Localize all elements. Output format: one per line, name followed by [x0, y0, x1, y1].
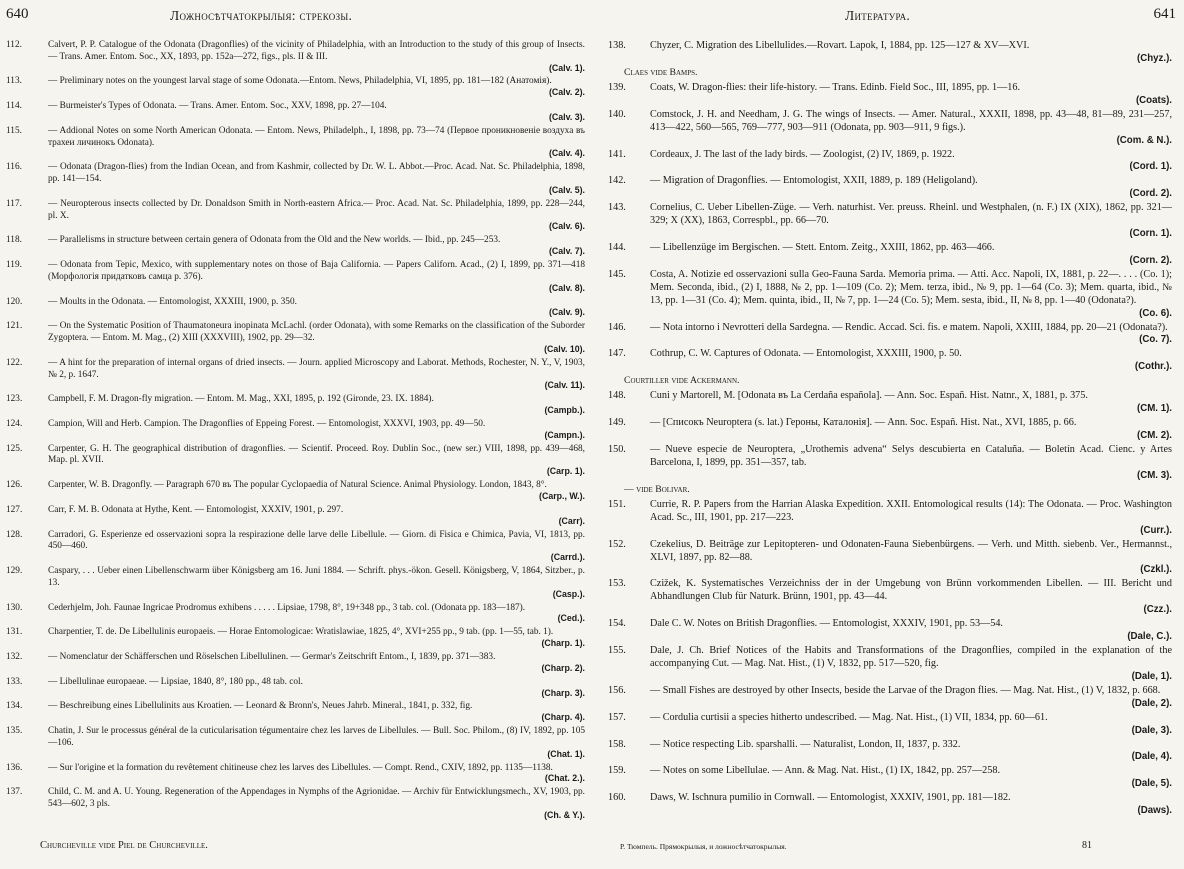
entry-number: 122. — [6, 357, 23, 368]
entry-abbreviation: (Coats). — [1135, 94, 1172, 106]
entry-number: 113. — [6, 76, 22, 87]
bibliography-entry — [6, 297, 587, 319]
entry-number: 151. — [608, 498, 626, 510]
entry-number: 124. — [6, 418, 23, 429]
bibliography-entry — [6, 419, 587, 441]
bibliography-entry — [6, 677, 587, 699]
entry-text: — Preliminary notes on the youngest larval stage of some Odonata.—Entom. News, Philadelphia, VI, 1895, pp. 181—182 (Анатомія). — [48, 76, 552, 87]
cross-reference-note: Claes vide Bamps. — [624, 66, 698, 78]
bibliography-list-right — [608, 40, 1174, 819]
entry-text: Dale C. W. Notes on British Dragonflies. — Entomologist, XXXIV, 1901, pp. 53—54. — [650, 618, 1003, 630]
bibliography-entry — [6, 260, 587, 293]
entry-text: Cederhjelm, Joh. Faunae Ingricae Prodromus exhibens . . . . . Lipsiae, 1798, 8°, 19+348 pp., 3 tab. col. (Odonata pp. 183—187). — [48, 602, 526, 613]
entry-abbreviation: (Ced.). — [557, 613, 585, 624]
entry-number: 118. — [6, 235, 22, 246]
entry-text: — Small Fishes are destroyed by other Insects, beside the Larvae of the Dragon flies. — Mag. Nat. Hist., (1) V, 1832, p. 668. — [650, 684, 1161, 696]
bibliography-entry — [608, 348, 1174, 372]
entry-abbreviation: (Calv. 8). — [548, 282, 585, 293]
signature-number: 81 — [1082, 840, 1092, 851]
entry-abbreviation: (Calv. 9). — [548, 307, 585, 318]
running-header-right: Литература. — [845, 8, 911, 23]
entry-number: 117. — [6, 198, 22, 209]
bibliography-entry — [6, 235, 587, 257]
entry-abbreviation: (Calv. 3). — [548, 111, 585, 122]
entry-abbreviation: (Carrd.). — [550, 552, 585, 563]
entry-number: 146. — [608, 321, 626, 333]
cross-reference-note: — vide Bolivar. — [624, 483, 690, 495]
entry-number: 112. — [6, 40, 22, 50]
bibliography-entry — [608, 82, 1174, 106]
entry-text: Czižek, K. Systematisches Verzeichniss der in der Umgebung von Brünn vorkommenden Libellen. — III. Bericht und Abhandlungen Club für Naturk. Brünn, 1901, pp. 43—44. — [650, 578, 1172, 603]
entry-text: Currie, R. P. Papers from the Harrian Alaska Expedition. XXII. Entomological results (14): The Odonata. — Proc. Washington Acad. Sc., III, 1901, pp. 217—223. — [650, 498, 1172, 523]
entry-number: 159. — [608, 765, 626, 777]
entry-number: 157. — [608, 711, 626, 723]
entry-number: 126. — [6, 480, 23, 491]
entry-abbreviation: (Calv. 6). — [548, 221, 585, 232]
entry-abbreviation: (Casp.). — [552, 588, 585, 599]
entry-number: 138. — [608, 40, 626, 51]
entry-number: 158. — [608, 738, 626, 750]
bibliography-entry — [608, 269, 1174, 319]
entry-abbreviation: (Cord. 2). — [1129, 188, 1172, 200]
entry-text: Calvert, P. P. Catalogue of the Odonata (Dragonflies) of the vicinity of Philadelphia, with an Introduction to the study of this group of Insects. — Trans. Amer. Entom. Soc., XX, 1893, pp. 152a—272, figs., pls. II & III. — [48, 40, 585, 62]
entry-number: 152. — [608, 538, 626, 550]
entry-text: — Notice respecting Lib. sparshalli. — Naturalist, London, II, 1837, p. 332. — [650, 738, 961, 750]
entry-abbreviation: (Cothr.). — [1134, 361, 1172, 373]
entry-text: — Neuropterous insects collected by Dr. Donaldson Smith in North-eastern Africa.— Proc. Acad. Nat. Sc. Philadelphia, 1899, pp. 228—244, pl. X. — [48, 198, 585, 221]
bibliography-entry — [6, 505, 587, 527]
entry-number: 160. — [608, 792, 626, 804]
entry-text: — Sur l'origine et la formation du revêtement chitineuse chez les larves des Libellules. — Compt. Rend., CXIV, 1892, pp. 1135—1138. — [48, 762, 553, 773]
entry-number: 139. — [608, 81, 626, 93]
bibliography-entry — [608, 202, 1174, 239]
bibliography-entry — [6, 701, 587, 723]
bibliography-entry — [608, 578, 1174, 615]
entry-text: Charpentier, T. de. De Libellulinis europaeis. — Horae Entomologicae: Wratislawiae, 1825, 4°, XVI+255 pp., 9 tab. (pp. 1—55, tab. 1). — [48, 627, 554, 638]
entry-abbreviation: (Calv. 1). — [548, 62, 585, 73]
entry-text: Caspary, . . . Ueber einen Libellenschwarm über Königsberg am 16. Juni 1884. — Schrift. phys.-ökon. Gesell. Königsberg, V, 1864, Sitzber., p. 13. — [48, 566, 585, 588]
entry-text: Carpenter, G. H. The geographical distribution of dragonflies. — Scientif. Proceed. Roy. Dublin Soc., (new ser.) VIII, 1898, pp. 439—468, Map. pl. XVII. — [48, 443, 585, 466]
entry-text: — Libellulinae europaeae. — Lipsiae, 1840, 8°, 180 pp., 48 tab. col. — [48, 676, 303, 687]
bibliography-entry — [608, 539, 1174, 576]
entry-text: — Cordulia curtisii a species hitherto undescribed. — Mag. Nat. Hist., (1) VII, 1834, pp. 60—61. — [650, 711, 1048, 723]
bibliography-list-left — [6, 40, 587, 824]
footline-right: Р. Тюмпель. Прямокрылыя, и ложносѣтчатокрылыя. — [620, 842, 787, 851]
bibliography-entry — [608, 792, 1174, 816]
entry-text: Carr, F. M. B. Odonata at Hythe, Kent. — Entomologist, XXXIV, 1901, p. 297. — [48, 504, 344, 515]
bibliography-entry — [6, 394, 587, 416]
entry-abbreviation: (Dale, C.). — [1127, 630, 1172, 642]
bibliography-entry — [6, 603, 587, 625]
entry-abbreviation: (CM. 3). — [1137, 469, 1172, 481]
bibliography-entry — [608, 175, 1174, 199]
entry-number: 143. — [608, 202, 626, 214]
entry-text: — Beschreibung eines Libellulinits aus Kroatien. — Leonard & Bronn's, Neues Jahrb. Mineral., 1841, p. 332, fig. — [48, 701, 473, 712]
bibliography-entry — [6, 199, 587, 232]
entry-abbreviation: (Charp. 4). — [541, 712, 585, 723]
entry-text: Chatin, J. Sur le processus général de la cuticularisation tégumentaire chez les larves de Libellules. — Bull. Soc. Philom., (8) IV, 1892, pp. 105—106. — [48, 726, 585, 748]
entry-abbreviation: (Calv. 10). — [544, 343, 585, 354]
bibliography-entry — [608, 712, 1174, 736]
entry-abbreviation: (Dale, 3). — [1131, 724, 1172, 736]
entry-text: Campion, Will and Herb. Campion. The Dragonflies of Eppeing Forest. — Entomologist, XXXVI, 1903, pp. 49—50. — [48, 418, 486, 429]
entry-number: 150. — [608, 444, 626, 456]
entry-abbreviation: (CM. 2). — [1137, 430, 1172, 442]
entry-abbreviation: (Dale, 2). — [1131, 697, 1172, 709]
entry-number: 131. — [6, 627, 23, 638]
bibliography-entry — [6, 480, 587, 502]
entry-abbreviation: (Curr.). — [1140, 524, 1172, 536]
entry-text: Comstock, J. H. and Needham, J. G. The wings of Insects. — Amer. Natural., XXXII, 1898, pp. 43—48, 81—89, 231—257, 413—422, 560—565, 769—777, 903—911 (Odonata, pp. 903—911, 9 figs.). — [650, 108, 1172, 133]
entry-number: 145. — [608, 268, 626, 280]
entry-number: 156. — [608, 684, 626, 696]
entry-text: Chyzer, C. Migration des Libellulides.—Rovart. Lapok, I, 1884, pp. 125—127 & XV—XVI. — [650, 40, 1030, 51]
entry-abbreviation: (Chat. 1). — [547, 748, 585, 759]
entry-text: Dale, J. Ch. Brief Notices of the Habits and Transformations of the Dragonflies, compiled in the explanation of the accompanying Cut. — Mag. Nat. Hist., (1) V, 1832, pp. 517—520, fig. — [650, 645, 1172, 669]
entry-abbreviation: (Campb.). — [544, 405, 585, 416]
bibliography-entry — [6, 126, 587, 159]
entry-text: — [Списокъ Neuroptera (s. lat.) Героны, Каталонія]. — Ann. Soc. Españ. Hist. Nat., XVI, 1885, p. 66. — [650, 417, 1077, 429]
entry-abbreviation: (Carr). — [558, 515, 585, 526]
bibliography-entry — [6, 101, 587, 123]
entry-text: Cordeaux, J. The last of the lady birds. — Zoologist, (2) IV, 1869, p. 1922. — [650, 148, 955, 160]
bibliography-entry — [608, 618, 1174, 642]
entry-number: 129. — [6, 566, 23, 577]
entry-abbreviation: (Calv. 4). — [548, 148, 585, 159]
entry-text: — Parallelisms in structure between certain genera of Odonata from the Old and the New worlds. — Ibid., pp. 245—253. — [48, 235, 501, 246]
entry-text: — Odonata from Tepic, Mexico, with supplementary notes on those of Baja California. — Papers Californ. Acad., (2) I, 1899, pp. 371—418 (Морфологія придатковъ самца p. 376). — [48, 260, 585, 282]
entry-text: — Burmeister's Types of Odonata. — Trans. Amer. Entom. Soc., XXV, 1898, pp. 27—104. — [48, 101, 387, 112]
page-number-right: 641 — [1153, 6, 1176, 22]
entry-text: — Addional Notes on some North American Odonata. — Entom. News, Philadelph., I, 1898, pp. 73—74 (Первое проникновеніе воздуха въ трахеи личинокъ Odonata). — [48, 125, 585, 148]
entry-abbreviation: (Corn. 2). — [1129, 254, 1172, 266]
entry-text: Carpenter, W. B. Dragonfly. — Paragraph 670 въ The popular Cyclopaedia of Natural Science. Animal Physiology. London, 1843, 8°. — [48, 480, 547, 491]
bibliography-entry — [6, 787, 587, 820]
entry-number: 125. — [6, 443, 23, 454]
entry-number: 136. — [6, 762, 23, 773]
entry-text: — Notes on some Libellulae. — Ann. & Mag. Nat. Hist., (1) IX, 1842, pp. 257—258. — [650, 765, 1001, 777]
bibliography-entry — [608, 149, 1174, 173]
entry-abbreviation: (Co. 7). — [1139, 334, 1172, 346]
entry-text: Carradori, G. Esperienze ed osservazioni sopra la respirazione delle larve delle Libellule. — Giorn. di Fisica e Chimica, Pavia, VI, 1813, pp. 450—460. — [48, 529, 585, 552]
entry-text: — Libellenzüge im Bergischen. — Stett. Entom. Zeitg., XXIII, 1862, pp. 463—466. — [650, 242, 995, 254]
entry-abbreviation: (Czz.). — [1143, 604, 1172, 616]
entry-number: 134. — [6, 701, 23, 712]
bibliography-entry — [6, 444, 587, 477]
bibliography-entry — [6, 627, 587, 649]
bibliography-entry — [6, 321, 587, 354]
entry-abbreviation: (Chat. 2.). — [544, 773, 585, 784]
entry-text: Campbell, F. M. Dragon-fly migration. — Entom. M. Mag., XXI, 1895, p. 192 (Gironde, 23. IX. 1884). — [48, 394, 434, 405]
entry-number: 144. — [608, 242, 626, 254]
bibliography-entry — [6, 652, 587, 674]
footline-left: Churcheville vide Piel de Churcheville. — [40, 840, 208, 851]
entry-number: 153. — [608, 578, 626, 590]
entry-abbreviation: (Dale, 4). — [1131, 751, 1172, 763]
entry-abbreviation: (Calv. 2). — [548, 87, 585, 98]
entry-abbreviation: (Cord. 1). — [1129, 161, 1172, 173]
bibliography-entry — [6, 358, 587, 391]
entry-abbreviation: (Dale, 1). — [1131, 670, 1172, 682]
bibliography-entry — [608, 645, 1174, 682]
bibliography-entry — [608, 444, 1174, 481]
bibliography-entry — [6, 530, 587, 563]
entry-text: — On the Systematic Position of Thaumatoneura inopinata McLachl. (order Odonata), with some Remarks on the classification of the Suborder Zygoptera. — Entom. M. Mag., (2) XIII (XXXVIII), 1902, pp. 29—32. — [48, 321, 585, 344]
entry-number: 135. — [6, 726, 23, 737]
entry-text: Daws, W. Ischnura pumilio in Cornwall. — Entomologist, XXXIV, 1901, pp. 181—182. — [650, 792, 1011, 804]
bibliography-entry — [6, 40, 587, 73]
entry-abbreviation: (Czkl.). — [1140, 564, 1172, 576]
entry-number: 132. — [6, 652, 23, 663]
cross-reference-note: Courtiller vide Ackermann. — [624, 375, 740, 387]
bibliography-entry — [6, 76, 587, 98]
bibliography-entry — [608, 739, 1174, 763]
right-page — [592, 0, 1184, 869]
entry-text: Coats, W. Dragon-flies: their life-history. — Trans. Edinb. Field Soc., III, 1895, pp. 1—16. — [650, 81, 1021, 93]
entry-abbreviation: (Charp. 3). — [541, 687, 585, 698]
bibliography-entry — [608, 242, 1174, 266]
entry-text: Cornelius, C. Ueber Libellen-Züge. — Verh. naturhist. Ver. preuss. Rheinl. und Westphalen, (n. F.) IX (XIX), 1862, pp. 321—329; X (XX), 1863, Correspbl., pp. 66—70. — [650, 202, 1172, 227]
entry-text: — Moults in the Odonata. — Entomologist, XXXIII, 1900, p. 350. — [48, 296, 297, 307]
bibliography-entry — [608, 685, 1174, 709]
entry-abbreviation: (Daws). — [1137, 805, 1172, 817]
entry-number: 133. — [6, 676, 23, 687]
bibliography-entry — [6, 566, 587, 599]
entry-text: — Nomenclatur der Schäfferschen und Röselschen Libellulinen. — Germar's Zeitschrift Entom., I, 1839, pp. 371—383. — [48, 652, 496, 663]
entry-text: Costa, A. Notizie ed osservazioni sulla Geo-Fauna Sarda. Memoria prima. — Atti. Acc. Napoli, IX, 1881, p. 22—. . . . (Co. 1); Mem. Seconda, ibid., (2) I, 1888, № 2, pp. 1—109 (Co. 2); Mem. terza, ibid., № 9, pp. 1—64 (Co. 3); Mem. quarta, ibid., № 13, pp. 1—31 (Co. 4); Mem. quinta, ibid., II, № 7, pp. 1—24 (Co. 5); Mem. sesta, ibid., II, № 8, pp. 1—40 (Odonata?). — [650, 268, 1172, 306]
entry-abbreviation: (CM. 1). — [1137, 403, 1172, 415]
entry-abbreviation: (Corn. 1). — [1129, 228, 1172, 240]
entry-abbreviation: (Co. 6). — [1139, 307, 1172, 319]
entry-number: 128. — [6, 529, 23, 540]
entry-text: Child, C. M. and A. U. Young. Regeneration of the Appendages in Nymphs of the Agrionidae. — Archiv für Entwicklungsmech., XV, 1903, pp. 543—602, 3 pls. — [48, 787, 585, 810]
entry-text: — Migration of Dragonflies. — Entomologist, XXII, 1889, p. 189 (Heligoland). — [650, 175, 978, 187]
entry-abbreviation: (Calv. 11). — [544, 380, 585, 391]
entry-number: 130. — [6, 602, 23, 613]
entry-text: Czekelius, D. Beiträge zur Lepitopteren- und Odonaten-Fauna Siebenbürgens. — Verh. und Mitth. siebenb. Ver., Hermannst., XLVI, 1897, pp. 82—88. — [650, 538, 1172, 563]
entry-number: 140. — [608, 108, 626, 120]
entry-text: — Nueve especie de Neuroptera, „Urothemis advena“ Selys descubierta en Cataluña. — Boletín Acad. Cienc. y Artes Barcelona, I, 1899, pp. 351—357, tab. — [650, 444, 1172, 468]
entry-abbreviation: (Charp. 2). — [541, 662, 585, 673]
entry-number: 120. — [6, 296, 23, 307]
entry-abbreviation: (Campn.). — [544, 429, 585, 440]
bibliography-entry — [608, 499, 1174, 536]
entry-abbreviation: (Ch. & Y.). — [544, 809, 585, 820]
entry-abbreviation: (Carp., W.). — [539, 490, 585, 501]
entry-text: — Odonata (Dragon-flies) from the Indian Ocean, and from Kashmir, collected by Dr. W. L. Abbot.—Proc. Acad. Nat. Sc. Philadelphia, 1898, pp. 141—154. — [48, 162, 585, 185]
entry-number: 155. — [608, 645, 626, 657]
bibliography-entry — [608, 390, 1174, 414]
entry-number: 149. — [608, 417, 626, 429]
bibliography-entry — [6, 763, 587, 785]
running-header-left: Ложносѣтчатокрылыя: стрекозы. — [170, 8, 353, 23]
entry-number: 114. — [6, 101, 22, 112]
entry-number: 141. — [608, 148, 626, 160]
entry-abbreviation: (Com. & N.). — [1116, 134, 1172, 146]
entry-number: 121. — [6, 321, 23, 332]
entry-text: Cothrup, C. W. Captures of Odonata. — Entomologist, XXXIII, 1900, p. 50. — [650, 348, 962, 360]
entry-text: — A hint for the preparation of internal organs of dried insects. — Journ. applied Microscopy and Laborat. Methods, Rochester, N. Y., V, 1903, № 2, p. 1647. — [48, 357, 585, 380]
bibliography-entry — [608, 417, 1174, 441]
bibliography-entry — [6, 726, 587, 759]
entry-abbreviation: (Carp. 1). — [546, 466, 585, 477]
entry-abbreviation: (Charp. 1). — [541, 638, 585, 649]
entry-text: — Nota intorno i Nevrotteri della Sardegna. — Rendic. Accad. Sci. fis. e matem. Napoli, XXIII, 1884, pp. 20—21 (Odonata?). — [650, 321, 1168, 333]
page-number-left: 640 — [6, 6, 29, 22]
bibliography-entry — [608, 40, 1174, 64]
entry-number: 127. — [6, 504, 23, 515]
bibliography-entry — [608, 109, 1174, 146]
entry-number: 123. — [6, 394, 23, 405]
entry-number: 137. — [6, 787, 23, 798]
entry-abbreviation: (Chyz.). — [1137, 52, 1172, 64]
bibliography-entry — [608, 765, 1174, 789]
entry-abbreviation: (Calv. 5). — [548, 184, 585, 195]
entry-number: 148. — [608, 390, 626, 402]
entry-number: 119. — [6, 260, 22, 271]
entry-abbreviation: (Dale, 5). — [1131, 778, 1172, 790]
entry-number: 147. — [608, 348, 626, 360]
entry-abbreviation: (Calv. 7). — [548, 246, 585, 257]
entry-number: 142. — [608, 175, 626, 187]
entry-number: 116. — [6, 162, 22, 173]
entry-number: 115. — [6, 125, 22, 136]
entry-number: 154. — [608, 618, 626, 630]
bibliography-entry — [608, 322, 1174, 346]
bibliography-entry — [6, 162, 587, 195]
entry-text: Cuni y Martorell, M. [Odonata въ La Cerdaña española]. — Ann. Soc. Españ. Hist. Natnr., X, 1881, p. 375. — [650, 390, 1088, 402]
